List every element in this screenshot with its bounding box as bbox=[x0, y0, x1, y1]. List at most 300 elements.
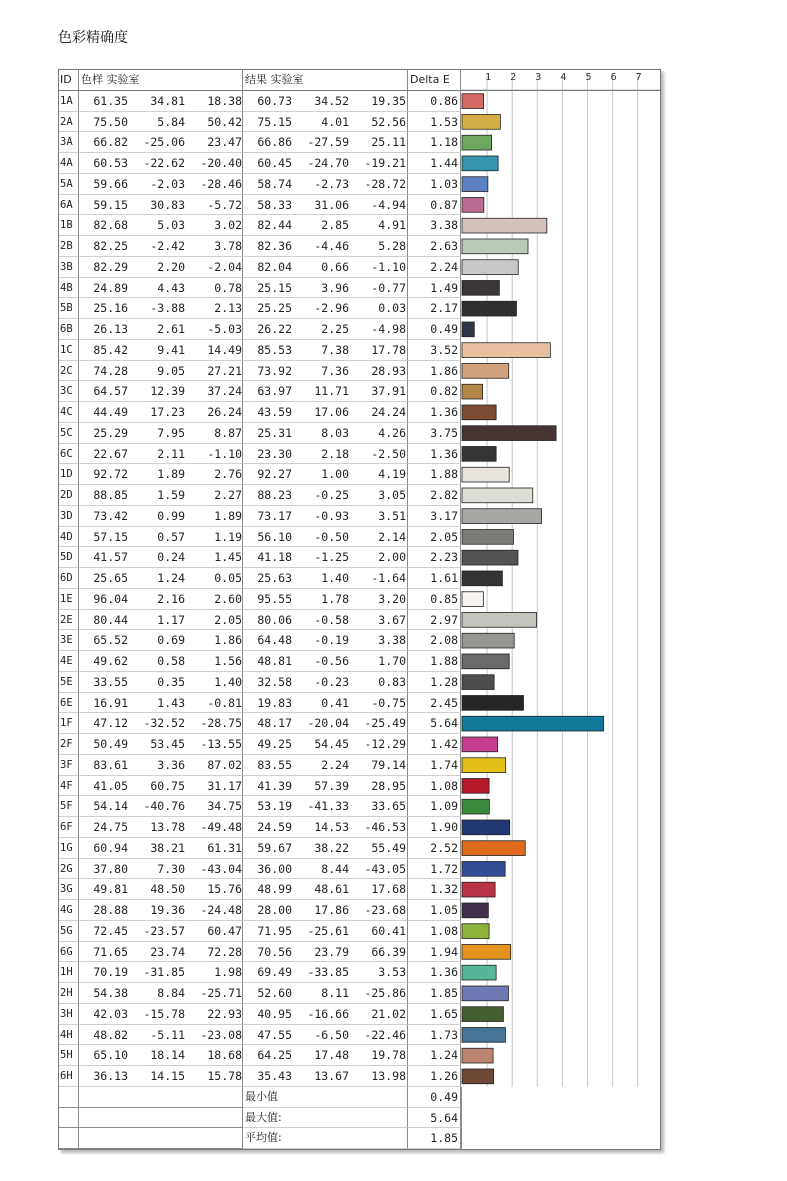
result-lab bbox=[243, 402, 408, 423]
bar-2H bbox=[462, 986, 508, 1001]
result-a: 8.44 bbox=[321, 861, 349, 876]
bar-1H bbox=[462, 965, 496, 980]
delta-e-value: 2.52 bbox=[408, 838, 461, 859]
delta-e-value: 1.61 bbox=[408, 568, 461, 589]
result-a: -0.93 bbox=[314, 508, 349, 523]
sample-l: 57.15 bbox=[93, 529, 128, 544]
result-l: 80.06 bbox=[257, 612, 292, 627]
result-lab bbox=[243, 713, 408, 734]
patch-id: 2F bbox=[59, 734, 79, 755]
sample-a: 0.24 bbox=[157, 550, 185, 565]
result-l: 48.81 bbox=[257, 654, 292, 668]
sample-lab bbox=[79, 112, 243, 133]
patch-id: 4F bbox=[59, 776, 79, 797]
patch-id: 1D bbox=[59, 464, 79, 485]
sample-b: 1.89 bbox=[214, 508, 242, 523]
sample-b: 18.68 bbox=[207, 1048, 242, 1063]
result-b: 37.91 bbox=[371, 384, 406, 399]
sample-b: 8.87 bbox=[214, 425, 242, 440]
sample-lab bbox=[79, 340, 243, 361]
result-lab bbox=[243, 589, 408, 610]
sample-a: 2.20 bbox=[157, 259, 185, 274]
sample-a: -2.03 bbox=[150, 176, 185, 191]
sample-lab bbox=[79, 693, 243, 714]
sample-lab bbox=[79, 630, 243, 651]
sample-a: 7.95 bbox=[157, 425, 185, 440]
sample-lab bbox=[79, 215, 243, 236]
patch-id: 1F bbox=[59, 713, 79, 734]
max-label: 最大值: bbox=[243, 1108, 408, 1129]
result-a: 34.52 bbox=[314, 93, 349, 108]
sample-b: -13.55 bbox=[200, 737, 242, 751]
sample-a: 23.74 bbox=[150, 944, 185, 959]
patch-id: 2A bbox=[59, 112, 79, 133]
delta-e-value: 5.64 bbox=[408, 713, 461, 734]
sample-l: 33.55 bbox=[93, 674, 128, 689]
sample-a: 2.11 bbox=[157, 446, 185, 461]
bar-1C bbox=[462, 343, 550, 358]
sample-lab bbox=[79, 319, 243, 340]
summary-blank bbox=[79, 1108, 243, 1129]
sample-a: 8.84 bbox=[157, 986, 185, 1000]
result-a: -2.73 bbox=[314, 176, 349, 191]
delta-e-value: 3.75 bbox=[408, 423, 461, 444]
sample-l: 24.89 bbox=[93, 280, 128, 295]
result-a: 11.71 bbox=[314, 384, 349, 399]
sample-b: 61.31 bbox=[207, 840, 242, 855]
bar-4C bbox=[462, 405, 496, 420]
result-lab bbox=[243, 444, 408, 465]
result-lab bbox=[243, 236, 408, 257]
result-b: 28.93 bbox=[371, 363, 406, 378]
sample-lab bbox=[79, 423, 243, 444]
delta-e-value: 1.03 bbox=[408, 174, 461, 195]
sample-b: -49.48 bbox=[200, 820, 242, 834]
patch-id: 2E bbox=[59, 610, 79, 631]
sample-l: 50.49 bbox=[93, 737, 128, 751]
bar-3B bbox=[462, 260, 518, 275]
result-l: 82.36 bbox=[257, 239, 292, 253]
result-b: 3.53 bbox=[378, 965, 406, 980]
result-l: 58.33 bbox=[257, 197, 292, 212]
result-b: 0.03 bbox=[378, 301, 406, 316]
patch-id: 2B bbox=[59, 236, 79, 257]
result-b: 3.20 bbox=[378, 591, 406, 606]
result-l: 69.49 bbox=[257, 965, 292, 980]
patch-id: 5A bbox=[59, 174, 79, 195]
result-l: 48.99 bbox=[257, 882, 292, 897]
sample-lab bbox=[79, 817, 243, 838]
delta-e-value: 1.26 bbox=[408, 1066, 461, 1087]
patch-id: 5D bbox=[59, 547, 79, 568]
tick-label: 5 bbox=[585, 72, 592, 83]
result-a: 2.25 bbox=[321, 322, 349, 336]
sample-lab bbox=[79, 1025, 243, 1046]
sample-lab bbox=[79, 755, 243, 776]
delta-e-value: 1.44 bbox=[408, 153, 461, 174]
patch-id: 6H bbox=[59, 1066, 79, 1087]
result-b: -23.68 bbox=[364, 903, 406, 917]
bar-3G bbox=[462, 882, 495, 897]
result-lab bbox=[243, 1004, 408, 1025]
bar-3F bbox=[462, 758, 506, 773]
sample-b: -43.04 bbox=[200, 861, 242, 876]
sample-lab bbox=[79, 464, 243, 485]
result-b: 3.38 bbox=[378, 633, 406, 648]
avg-value: 1.85 bbox=[408, 1128, 461, 1149]
sample-a: 1.59 bbox=[157, 488, 185, 502]
sample-lab bbox=[79, 402, 243, 423]
sample-l: 60.94 bbox=[93, 840, 128, 855]
tick-label: 2 bbox=[510, 72, 517, 83]
result-b: 52.56 bbox=[371, 114, 406, 129]
sample-a: 1.89 bbox=[157, 467, 185, 482]
sample-a: -22.62 bbox=[143, 156, 185, 170]
patch-id: 3F bbox=[59, 755, 79, 776]
result-lab bbox=[243, 734, 408, 755]
sample-b: 37.24 bbox=[207, 384, 242, 399]
result-b: 17.68 bbox=[371, 882, 406, 897]
delta-e-value: 2.05 bbox=[408, 527, 461, 548]
result-l: 73.92 bbox=[257, 363, 292, 378]
sample-lab bbox=[79, 651, 243, 672]
result-l: 25.25 bbox=[257, 301, 292, 316]
patch-id: 3H bbox=[59, 1004, 79, 1025]
sample-l: 48.82 bbox=[93, 1027, 128, 1042]
sample-l: 28.88 bbox=[93, 903, 128, 917]
sample-l: 54.38 bbox=[93, 986, 128, 1000]
sample-lab bbox=[79, 879, 243, 900]
result-a: 17.86 bbox=[314, 903, 349, 917]
patch-id: 5B bbox=[59, 298, 79, 319]
result-lab bbox=[243, 527, 408, 548]
sample-b: 14.49 bbox=[207, 342, 242, 357]
result-lab bbox=[243, 900, 408, 921]
sample-b: -20.40 bbox=[200, 156, 242, 170]
sample-lab bbox=[79, 91, 243, 112]
sample-a: 14.15 bbox=[150, 1069, 185, 1083]
result-a: -1.25 bbox=[314, 550, 349, 565]
result-lab bbox=[243, 879, 408, 900]
tick-label: 6 bbox=[610, 72, 617, 83]
sample-b: 27.21 bbox=[207, 363, 242, 378]
result-lab bbox=[243, 859, 408, 880]
bar-4H bbox=[462, 1028, 505, 1043]
sample-b: 22.93 bbox=[207, 1006, 242, 1021]
result-a: -0.25 bbox=[314, 488, 349, 502]
patch-id: 3G bbox=[59, 879, 79, 900]
result-l: 19.83 bbox=[257, 695, 292, 710]
sample-b: 34.75 bbox=[207, 799, 242, 814]
result-a: -33.85 bbox=[307, 965, 349, 980]
sample-l: 73.42 bbox=[93, 508, 128, 523]
summary-row-min bbox=[59, 1087, 660, 1108]
bar-6C bbox=[462, 447, 496, 462]
delta-e-value: 2.24 bbox=[408, 257, 461, 278]
patch-id: 5F bbox=[59, 796, 79, 817]
result-l: 25.31 bbox=[257, 425, 292, 440]
result-l: 32.58 bbox=[257, 674, 292, 689]
result-b: -25.86 bbox=[364, 986, 406, 1000]
result-a: -2.96 bbox=[314, 301, 349, 316]
sample-b: -23.08 bbox=[200, 1027, 242, 1042]
patch-id: 1A bbox=[59, 91, 79, 112]
sample-b: -5.72 bbox=[207, 197, 242, 212]
result-b: 0.83 bbox=[378, 674, 406, 689]
result-lab bbox=[243, 672, 408, 693]
bar-4F bbox=[462, 779, 489, 794]
result-l: 85.53 bbox=[257, 342, 292, 357]
patch-id: 6G bbox=[59, 942, 79, 963]
bar-3A bbox=[462, 135, 492, 150]
delta-e-value: 2.45 bbox=[408, 693, 461, 714]
result-b: -43.05 bbox=[364, 861, 406, 876]
sample-l: 82.25 bbox=[93, 239, 128, 253]
result-lab bbox=[243, 423, 408, 444]
sample-a: -15.78 bbox=[143, 1006, 185, 1021]
sample-lab bbox=[79, 1045, 243, 1066]
sample-a: -3.88 bbox=[150, 301, 185, 316]
result-a: 23.79 bbox=[314, 944, 349, 959]
patch-id: 1B bbox=[59, 215, 79, 236]
bar-5E bbox=[462, 675, 494, 690]
result-l: 26.22 bbox=[257, 322, 292, 336]
result-lab bbox=[243, 630, 408, 651]
sample-l: 64.57 bbox=[93, 384, 128, 399]
result-l: 63.97 bbox=[257, 384, 292, 399]
result-b: 2.14 bbox=[378, 529, 406, 544]
bar-4E bbox=[462, 654, 509, 669]
delta-e-value: 1.90 bbox=[408, 817, 461, 838]
sample-l: 26.13 bbox=[93, 322, 128, 336]
sample-l: 16.91 bbox=[93, 695, 128, 710]
sample-l: 92.72 bbox=[93, 467, 128, 482]
result-lab bbox=[243, 962, 408, 983]
result-b: -0.75 bbox=[371, 695, 406, 710]
patch-id: 4E bbox=[59, 651, 79, 672]
sample-b: 50.42 bbox=[207, 114, 242, 129]
sample-a: 34.81 bbox=[150, 93, 185, 108]
delta-e-value: 1.32 bbox=[408, 879, 461, 900]
delta-e-value: 0.85 bbox=[408, 589, 461, 610]
result-l: 52.60 bbox=[257, 986, 292, 1000]
patch-id: 6C bbox=[59, 444, 79, 465]
sample-b: -25.71 bbox=[200, 986, 242, 1000]
sample-a: 4.43 bbox=[157, 280, 185, 295]
sample-l: 74.28 bbox=[93, 363, 128, 378]
sample-lab bbox=[79, 589, 243, 610]
page-title: 色彩精确度 bbox=[58, 30, 128, 46]
delta-e-value: 3.17 bbox=[408, 506, 461, 527]
result-lab bbox=[243, 838, 408, 859]
result-b: 17.78 bbox=[371, 342, 406, 357]
sample-lab bbox=[79, 1004, 243, 1025]
sample-a: 60.75 bbox=[150, 778, 185, 793]
sample-lab bbox=[79, 298, 243, 319]
sample-b: 15.78 bbox=[207, 1069, 242, 1083]
result-b: -4.98 bbox=[371, 322, 406, 336]
sample-a: 7.30 bbox=[157, 861, 185, 876]
sample-lab bbox=[79, 672, 243, 693]
result-b: 3.51 bbox=[378, 508, 406, 523]
result-b: 25.11 bbox=[371, 135, 406, 150]
sample-lab bbox=[79, 132, 243, 153]
sample-a: -32.52 bbox=[143, 716, 185, 731]
sample-b: -2.04 bbox=[207, 259, 242, 274]
bar-6F bbox=[462, 820, 510, 835]
result-a: 0.66 bbox=[321, 259, 349, 274]
sample-b: 2.05 bbox=[214, 612, 242, 627]
result-a: 17.48 bbox=[314, 1048, 349, 1063]
bar-2C bbox=[462, 364, 509, 379]
result-a: -0.50 bbox=[314, 529, 349, 544]
result-lab bbox=[243, 1025, 408, 1046]
result-a: 31.06 bbox=[314, 197, 349, 212]
sample-lab bbox=[79, 983, 243, 1004]
summary-blank bbox=[59, 1128, 79, 1149]
summary-blank bbox=[59, 1108, 79, 1129]
delta-e-value: 0.87 bbox=[408, 195, 461, 216]
sample-lab bbox=[79, 921, 243, 942]
sample-a: 0.99 bbox=[157, 508, 185, 523]
result-lab bbox=[243, 464, 408, 485]
sample-l: 60.53 bbox=[93, 156, 128, 170]
sample-b: 3.02 bbox=[214, 218, 242, 233]
result-lab bbox=[243, 195, 408, 216]
sample-l: 42.03 bbox=[93, 1006, 128, 1021]
sample-l: 72.45 bbox=[93, 923, 128, 938]
bar-5D bbox=[462, 550, 518, 565]
delta-e-value: 2.97 bbox=[408, 610, 461, 631]
result-b: 21.02 bbox=[371, 1006, 406, 1021]
result-b: -1.64 bbox=[371, 571, 406, 585]
patch-id: 6A bbox=[59, 195, 79, 216]
result-b: 4.91 bbox=[378, 218, 406, 233]
result-lab bbox=[243, 257, 408, 278]
sample-l: 70.19 bbox=[93, 965, 128, 980]
sample-l: 22.67 bbox=[93, 446, 128, 461]
patch-id: 6D bbox=[59, 568, 79, 589]
sample-a: 5.84 bbox=[157, 114, 185, 129]
result-b: 19.35 bbox=[371, 93, 406, 108]
sample-a: 48.50 bbox=[150, 882, 185, 897]
summary-blank bbox=[461, 1128, 660, 1149]
result-a: 7.36 bbox=[321, 363, 349, 378]
result-l: 49.25 bbox=[257, 737, 292, 751]
result-b: 79.14 bbox=[371, 757, 406, 772]
result-b: -4.94 bbox=[371, 197, 406, 212]
summary-blank bbox=[79, 1087, 243, 1108]
sample-l: 59.66 bbox=[93, 176, 128, 191]
bar-6E bbox=[462, 696, 523, 711]
result-b: 55.49 bbox=[371, 840, 406, 855]
sample-a: 17.23 bbox=[150, 405, 185, 419]
sample-b: -5.03 bbox=[207, 322, 242, 336]
delta-e-bar-chart bbox=[461, 70, 660, 1087]
sample-l: 41.05 bbox=[93, 778, 128, 793]
result-l: 43.59 bbox=[257, 405, 292, 419]
sample-b: 1.86 bbox=[214, 633, 242, 648]
sample-b: 87.02 bbox=[207, 757, 242, 772]
delta-e-value: 1.72 bbox=[408, 859, 461, 880]
sample-b: 0.05 bbox=[214, 571, 242, 585]
result-l: 70.56 bbox=[257, 944, 292, 959]
header-delta-e: Delta E bbox=[408, 70, 461, 91]
sample-l: 61.35 bbox=[93, 93, 128, 108]
result-a: -0.56 bbox=[314, 654, 349, 668]
sample-b: 1.45 bbox=[214, 550, 242, 565]
result-a: 7.38 bbox=[321, 342, 349, 357]
result-l: 56.10 bbox=[257, 529, 292, 544]
result-a: 1.78 bbox=[321, 591, 349, 606]
result-a: -0.58 bbox=[314, 612, 349, 627]
sample-b: 31.17 bbox=[207, 778, 242, 793]
bar-4D bbox=[462, 530, 513, 545]
sample-l: 65.52 bbox=[93, 633, 128, 648]
sample-b: 18.38 bbox=[207, 93, 242, 108]
delta-e-value: 1.53 bbox=[408, 112, 461, 133]
sample-l: 49.62 bbox=[93, 654, 128, 668]
sample-b: 2.76 bbox=[214, 467, 242, 482]
sample-b: 2.60 bbox=[214, 591, 242, 606]
result-lab bbox=[243, 983, 408, 1004]
sample-b: -28.75 bbox=[200, 716, 242, 731]
sample-a: 9.05 bbox=[157, 363, 185, 378]
patch-id: 2D bbox=[59, 485, 79, 506]
patch-id: 4B bbox=[59, 278, 79, 299]
sample-b: 0.78 bbox=[214, 280, 242, 295]
result-a: -16.66 bbox=[307, 1006, 349, 1021]
result-lab bbox=[243, 796, 408, 817]
summary-blank bbox=[59, 1087, 79, 1108]
header-result-lab: 结果 实验室 bbox=[243, 70, 408, 91]
bar-3H bbox=[462, 1007, 503, 1022]
tick-label: 7 bbox=[635, 72, 642, 83]
result-lab bbox=[243, 278, 408, 299]
result-l: 71.95 bbox=[257, 923, 292, 938]
result-lab bbox=[243, 112, 408, 133]
result-lab bbox=[243, 568, 408, 589]
result-lab bbox=[243, 942, 408, 963]
sample-a: 3.36 bbox=[157, 757, 185, 772]
result-lab bbox=[243, 361, 408, 382]
patch-id: 1E bbox=[59, 589, 79, 610]
patch-id: 6F bbox=[59, 817, 79, 838]
result-b: 4.19 bbox=[378, 467, 406, 482]
tick-label: 1 bbox=[485, 72, 492, 83]
result-l: 82.44 bbox=[257, 218, 292, 233]
bar-1D bbox=[462, 467, 509, 482]
summary-row-max bbox=[59, 1108, 660, 1129]
result-l: 58.74 bbox=[257, 176, 292, 191]
result-b: -0.77 bbox=[371, 280, 406, 295]
result-lab bbox=[243, 381, 408, 402]
delta-e-value: 1.36 bbox=[408, 444, 461, 465]
bar-1F bbox=[462, 716, 604, 731]
delta-e-value: 1.08 bbox=[408, 921, 461, 942]
result-a: -41.33 bbox=[307, 799, 349, 814]
result-a: -6.50 bbox=[314, 1027, 349, 1042]
result-a: 8.11 bbox=[321, 986, 349, 1000]
bar-2E bbox=[462, 613, 537, 628]
sample-lab bbox=[79, 381, 243, 402]
sample-l: 59.15 bbox=[93, 197, 128, 212]
sample-b: -24.48 bbox=[200, 903, 242, 917]
bar-5A bbox=[462, 177, 488, 192]
result-l: 53.19 bbox=[257, 799, 292, 814]
sample-l: 25.29 bbox=[93, 425, 128, 440]
bar-3C bbox=[462, 384, 483, 399]
